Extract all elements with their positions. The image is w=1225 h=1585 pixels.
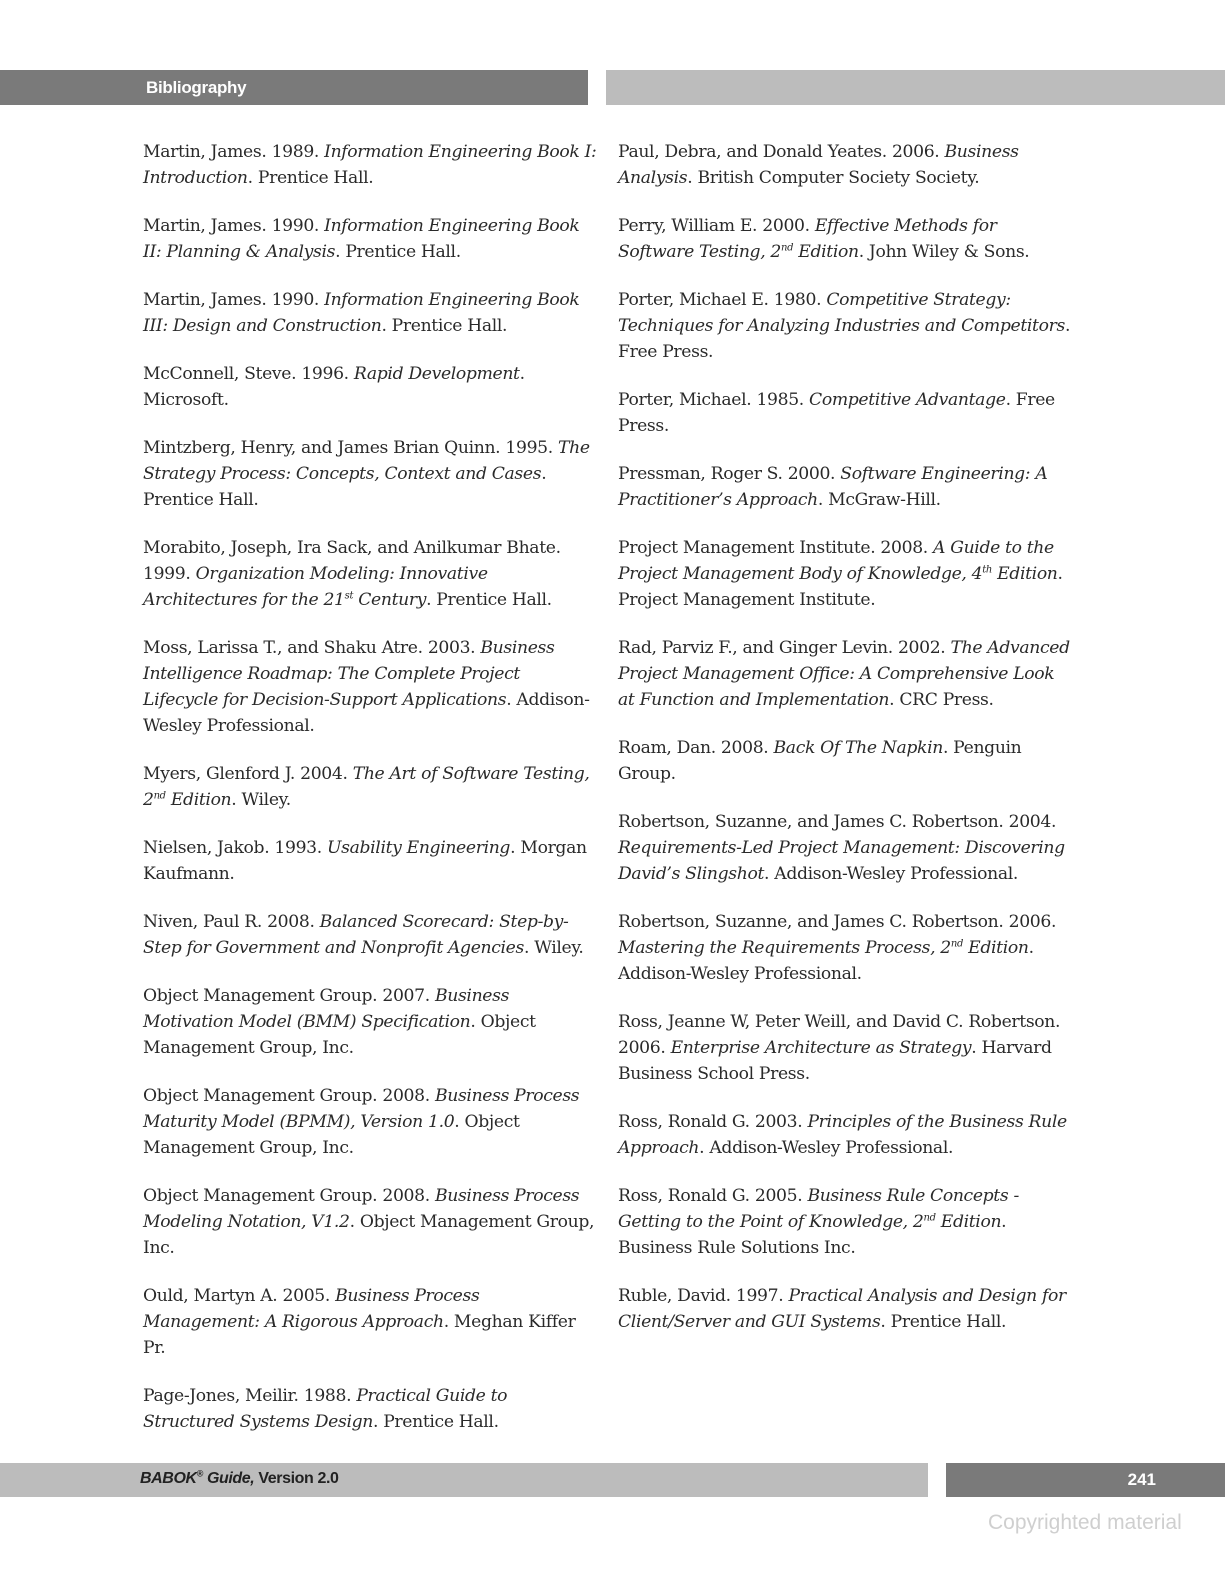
entry-title: Effective Methods for Software Testing, 2 (618, 216, 997, 262)
entry-author-year: Project Management Institute. 2008. (618, 538, 934, 558)
entry-author-year: Moss, Larissa T., and Shaku Atre. 2003. (143, 638, 481, 658)
entry-title: The Art of Software Testing, 2 (143, 764, 590, 810)
footer-book-title (140, 1470, 338, 1488)
entry-publisher: . Harvard Business School Press. (618, 1038, 1052, 1084)
bibliography-entry (143, 535, 598, 613)
entry-title: Principles of the Business Rule Approach (618, 1112, 1067, 1158)
entry-author-year: Martin, James. 1989. (143, 142, 325, 162)
bibliography-entry (143, 1183, 598, 1261)
entry-title: Information Engineering Book II: Planning & Analysis (143, 216, 580, 262)
entry-publisher: . Meghan Kiffer Pr. (143, 1312, 576, 1358)
entry-author-year: Martin, James. 1990. (143, 290, 325, 310)
entry-publisher: . Free Press. (618, 316, 1071, 362)
bibliography-entry (618, 735, 1073, 787)
entry-author-year: Robertson, Suzanne, and James C. Robertson. 2004. (618, 812, 1057, 832)
bibliography-entry (618, 909, 1073, 987)
entry-publisher: . Project Management Institute. (618, 564, 1063, 610)
entry-author-year: Perry, William E. 2000. (618, 216, 815, 236)
entry-publisher: . Microsoft. (143, 364, 525, 410)
header-band-right (606, 70, 1225, 105)
footer-version: Version 2.0 (254, 1470, 339, 1487)
bibliography-entry (618, 535, 1073, 613)
bibliography-entry (143, 909, 598, 961)
bibliography-entry (618, 1109, 1073, 1161)
entry-title: Practical Guide to Structured Systems Design (143, 1386, 508, 1432)
entry-publisher: . Addison-Wesley Professional. (618, 938, 1034, 984)
entry-publisher: . Prentice Hall. (426, 590, 552, 610)
entry-title: The Strategy Process: Concepts, Context and Cases (143, 438, 590, 484)
entry-title: Rapid Development (353, 364, 520, 384)
entry-author-year: Porter, Michael. 1985. (618, 390, 810, 410)
entry-author-year: Nielsen, Jakob. 1993. (143, 838, 327, 858)
entry-title: Business Process Modeling Notation, V1.2 (143, 1186, 580, 1232)
entry-title: Back Of The Napkin (773, 738, 943, 758)
entry-title-continued: Edition (992, 564, 1058, 584)
entry-title-continued: Century (353, 590, 427, 610)
entry-title-continued: Edition (165, 790, 232, 810)
entry-ordinal-suffix: nd (923, 1212, 936, 1224)
watermark: Copyrighted material (988, 1511, 1182, 1534)
bibliography-entry (143, 139, 598, 191)
entry-title: Practical Analysis and Design for Client/Server and GUI Systems (618, 1286, 1066, 1332)
entry-publisher: . Addison-Wesley Professional. (143, 690, 590, 736)
registered-mark: ® (196, 1468, 203, 1479)
entry-publisher: . Prentice Hall. (143, 464, 547, 510)
bibliography-entry (143, 213, 598, 265)
entry-author-year: Object Management Group. 2007. (143, 986, 435, 1006)
entry-publisher: . British Computer Society Society. (687, 168, 980, 188)
entry-title: Information Engineering Book III: Design and Construction (143, 290, 580, 336)
entry-publisher: . Addison-Wesley Professional. (699, 1138, 954, 1158)
entry-author-year: Morabito, Joseph, Ira Sack, and Anilkumar Bhate. 1999. (143, 538, 561, 584)
page-number: 241 (1127, 1470, 1156, 1489)
entry-author-year: Niven, Paul R. 2008. (143, 912, 320, 932)
entry-author-year: Martin, James. 1990. (143, 216, 325, 236)
entry-author-year: McConnell, Steve. 1996. (143, 364, 354, 384)
entry-title: Usability Engineering (327, 838, 511, 858)
entry-author-year: Myers, Glenford J. 2004. (143, 764, 353, 784)
entry-publisher: . Free Press. (618, 390, 1055, 436)
bibliography-entry (143, 635, 598, 739)
bibliography-entry (143, 835, 598, 887)
entry-author-year: Pressman, Roger S. 2000. (618, 464, 841, 484)
entry-title: Business Process Maturity Model (BPMM), Version 1.0 (143, 1086, 580, 1132)
entry-author-year: Ould, Martyn A. 2005. (143, 1286, 336, 1306)
entry-author-year: Object Management Group. 2008. (143, 1086, 435, 1106)
entry-publisher: . Prentice Hall. (372, 1412, 499, 1432)
entry-title-continued: Edition (963, 938, 1029, 958)
entry-title: Business Process Management: A Rigorous Approach (143, 1286, 480, 1332)
entry-publisher: . Prentice Hall. (247, 168, 374, 188)
bibliography-entry (618, 287, 1073, 365)
entry-publisher: . Prentice Hall. (381, 316, 508, 336)
section-title: Bibliography (146, 78, 247, 97)
bibliography-entry (143, 1383, 598, 1435)
bibliography-entry (618, 1009, 1073, 1087)
bibliography-entry (143, 1283, 598, 1361)
bibliography-entry (143, 761, 598, 813)
bibliography-entry (143, 361, 598, 413)
entry-author-year: Ross, Ronald G. 2005. (618, 1186, 808, 1206)
entry-author-year: Mintzberg, Henry, and James Brian Quinn. 1995. (143, 438, 558, 458)
entry-title: Business Motivation Model (BMM) Specification (143, 986, 510, 1032)
entry-ordinal-suffix: nd (153, 790, 166, 802)
entry-publisher: . Prentice Hall. (880, 1312, 1007, 1332)
entry-title: Balanced Scorecard: Step-by-Step for Government and Nonprofit Agencies (143, 912, 569, 958)
bibliography-column-left (143, 139, 598, 1457)
entry-publisher: . Object Management Group, Inc. (143, 1212, 595, 1258)
entry-publisher: . Morgan Kaufmann. (143, 838, 587, 884)
entry-publisher: . Object Management Group, Inc. (143, 1012, 536, 1058)
entry-ordinal-suffix: th (982, 564, 992, 576)
bibliography-entry (618, 387, 1073, 439)
entry-ordinal-suffix: nd (781, 242, 794, 254)
bibliography-entry (143, 1083, 598, 1161)
entry-title: Competitive Strategy: Techniques for Analyzing Industries and Competitors (618, 290, 1065, 336)
entry-publisher: . Addison-Wesley Professional. (764, 864, 1018, 884)
entry-ordinal-suffix: nd (950, 938, 964, 950)
entry-ordinal-suffix: st (344, 590, 354, 602)
entry-author-year: Ruble, David. 1997. (618, 1286, 789, 1306)
bibliography-entry (618, 139, 1073, 191)
entry-title: Business Rule Concepts - Getting to the Point of Knowledge, 2 (618, 1186, 1019, 1232)
footer-book-suffix: Guide, (202, 1470, 255, 1487)
entry-publisher: . Prentice Hall. (335, 242, 461, 262)
bibliography-entry (618, 461, 1073, 513)
entry-author-year: Robertson, Suzanne, and James C. Robertson. 2006. (618, 912, 1057, 932)
entry-author-year: Object Management Group. 2008. (143, 1186, 435, 1206)
header-band-left (0, 70, 588, 105)
entry-publisher: . CRC Press. (889, 690, 994, 710)
bibliography-entry (143, 983, 598, 1061)
bibliography-column-right (618, 139, 1073, 1357)
bibliography-entry (143, 287, 598, 339)
entry-title: Information Engineering Book I: Introduction (143, 142, 597, 188)
bibliography-entry (618, 1183, 1073, 1261)
entry-publisher: . Business Rule Solutions Inc. (618, 1212, 1007, 1258)
entry-title: Business Intelligence Roadmap: The Complete Project Lifecycle for Decision-Support Applications (143, 638, 555, 710)
entry-author-year: Paul, Debra, and Donald Yeates. 2006. (618, 142, 945, 162)
entry-publisher: . Wiley. (523, 938, 584, 958)
entry-title: Enterprise Architecture as Strategy (670, 1038, 972, 1058)
entry-title: The Advanced Project Management Office: A Comprehensive Look at Function and Implementation (618, 638, 1070, 710)
entry-publisher: . Object Management Group, Inc. (143, 1112, 520, 1158)
entry-author-year: Ross, Ronald G. 2003. (618, 1112, 808, 1132)
bibliography-entry (618, 635, 1073, 713)
entry-author-year: Porter, Michael E. 1980. (618, 290, 827, 310)
entry-title: A Guide to the Project Management Body of Knowledge, 4 (618, 538, 1054, 584)
entry-title: Organization Modeling: Innovative Architectures for the 21 (143, 564, 488, 610)
entry-publisher: . McGraw-Hill. (817, 490, 941, 510)
entry-publisher: . Wiley. (231, 790, 291, 810)
entry-title: Requirements-Led Project Management: Discovering David’s Slingshot (618, 838, 1065, 884)
entry-author-year: Roam, Dan. 2008. (618, 738, 774, 758)
entry-title: Software Engineering: A Practitioner’s Approach (618, 464, 1048, 510)
bibliography-entry (143, 435, 598, 513)
entry-author-year: Ross, Jeanne W, Peter Weill, and David C. Robertson. 2006. (618, 1012, 1061, 1058)
entry-publisher: . Penguin Group. (618, 738, 1022, 784)
bibliography-entry (618, 1283, 1073, 1335)
entry-author-year: Page-Jones, Meilir. 1988. (143, 1386, 357, 1406)
bibliography-entry (618, 809, 1073, 887)
entry-title-continued: Edition (935, 1212, 1002, 1232)
entry-author-year: Rad, Parviz F., and Ginger Levin. 2002. (618, 638, 951, 658)
entry-title: Business Analysis (618, 142, 1019, 188)
entry-title-continued: Edition (793, 242, 859, 262)
footer-book-name: BABOK (140, 1470, 197, 1487)
bibliography-entry (618, 213, 1073, 265)
entry-title: Competitive Advantage (809, 390, 1006, 410)
entry-title: Mastering the Requirements Process, 2 (618, 938, 951, 958)
entry-publisher: . John Wiley & Sons. (858, 242, 1030, 262)
